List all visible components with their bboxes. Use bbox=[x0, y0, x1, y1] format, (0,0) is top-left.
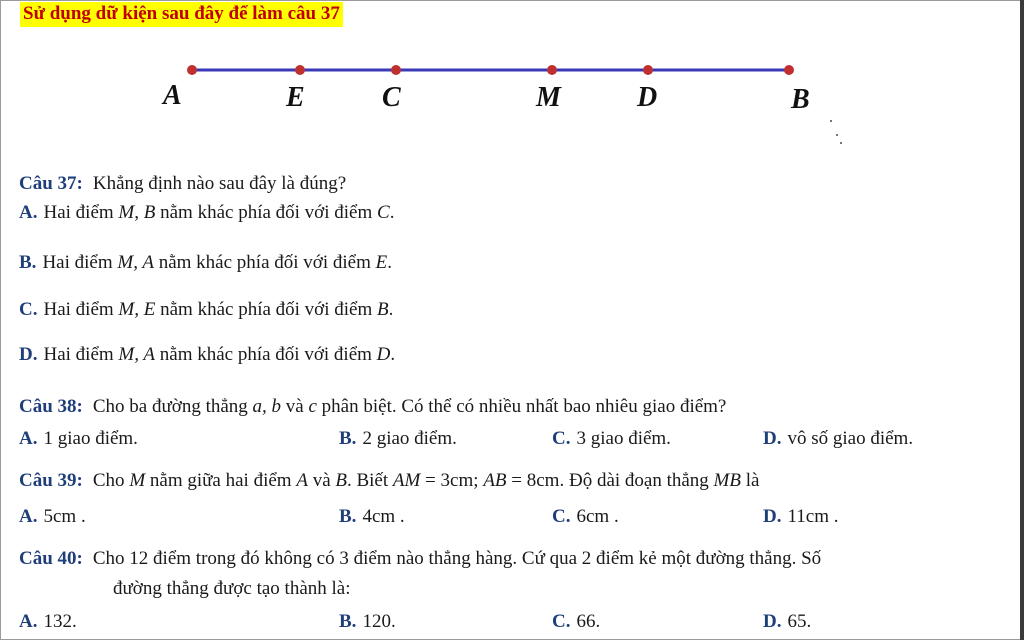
math: a, b bbox=[252, 396, 282, 417]
svg-text:A: A bbox=[163, 80, 182, 111]
point-b bbox=[784, 65, 810, 115]
option-label: A. bbox=[19, 202, 38, 223]
q38-option-c[interactable] bbox=[552, 428, 671, 450]
question-38 bbox=[19, 396, 726, 418]
math: M, A bbox=[117, 252, 154, 273]
math: = 8cm bbox=[511, 470, 560, 491]
option-text: . bbox=[387, 252, 392, 273]
question-text: và bbox=[285, 396, 304, 417]
option-text: . bbox=[389, 202, 395, 223]
option-label: D. bbox=[763, 428, 782, 449]
svg-text:C: C bbox=[382, 82, 401, 113]
option-text: 132. bbox=[43, 611, 77, 632]
option-text: Hai điểm bbox=[43, 344, 114, 365]
point-a bbox=[161, 65, 197, 111]
q39-option-c[interactable] bbox=[552, 506, 619, 528]
option-text: 4cm . bbox=[362, 506, 405, 527]
math: M, E bbox=[118, 299, 156, 320]
question-text: là bbox=[745, 470, 760, 491]
math: M, A bbox=[118, 344, 156, 365]
option-label: C. bbox=[552, 506, 571, 527]
math: = 3cm; bbox=[425, 470, 479, 491]
section-header: Sử dụng dữ kiện sau đây để làm câu 37 bbox=[20, 2, 343, 27]
question-text: Cho 12 điểm trong đó không có 3 điểm nào thẳng hàng. Cứ qua 2 điểm kẻ một đường thẳng. Số bbox=[92, 548, 822, 569]
math: C bbox=[377, 202, 390, 223]
point-e bbox=[285, 65, 305, 113]
q37-option-b[interactable] bbox=[19, 252, 392, 274]
question-text: phân biệt. Có thể có nhiều nhất bao nhiêu giao điểm? bbox=[321, 396, 727, 417]
option-label: B. bbox=[339, 428, 357, 449]
option-label: A. bbox=[19, 506, 38, 527]
question-text: . Độ dài đoạn thẳng bbox=[559, 470, 709, 491]
option-text: 5cm . bbox=[43, 506, 86, 527]
option-label: A. bbox=[19, 428, 38, 449]
question-text: Cho bbox=[92, 470, 125, 491]
math: A bbox=[296, 470, 308, 491]
option-text: . bbox=[388, 299, 394, 320]
option-text: nằm khác phía đối với điểm bbox=[158, 252, 371, 273]
svg-text:M: M bbox=[536, 82, 561, 113]
math: D bbox=[376, 344, 391, 365]
option-label: A. bbox=[19, 611, 38, 632]
math: E bbox=[375, 252, 388, 273]
point-c bbox=[382, 65, 401, 113]
point-d bbox=[636, 65, 657, 113]
option-label: D. bbox=[763, 611, 782, 632]
question-40-continuation: đường thẳng được tạo thành là: bbox=[113, 578, 351, 599]
option-text: 66. bbox=[576, 611, 601, 632]
math: MB bbox=[713, 470, 741, 491]
math: AB bbox=[483, 470, 507, 491]
option-text: 6cm . bbox=[576, 506, 619, 527]
option-text: Hai điểm bbox=[43, 299, 114, 320]
q38-option-a[interactable] bbox=[19, 428, 138, 450]
question-label: Câu 37: bbox=[19, 173, 83, 194]
question-label: Câu 39: bbox=[19, 470, 83, 491]
option-label: D. bbox=[19, 344, 38, 365]
math: M, B bbox=[118, 202, 156, 223]
q37-option-a[interactable] bbox=[19, 202, 394, 224]
option-text: nằm khác phía đối với điểm bbox=[159, 344, 372, 365]
svg-text:E: E bbox=[286, 82, 305, 113]
option-text: 2 giao điểm. bbox=[362, 428, 457, 449]
question-text: Khẳng định nào sau đây là đúng? bbox=[92, 173, 347, 194]
option-label: B. bbox=[339, 506, 357, 527]
option-label: B. bbox=[339, 611, 357, 632]
q39-option-b[interactable] bbox=[339, 506, 405, 528]
q40-option-c[interactable] bbox=[552, 611, 600, 633]
math: B bbox=[377, 299, 389, 320]
question-37 bbox=[19, 173, 346, 195]
question-text: và bbox=[312, 470, 331, 491]
question-text: . Biết bbox=[346, 470, 389, 491]
question-text: nằm giữa hai điểm bbox=[149, 470, 292, 491]
svg-text:D: D bbox=[637, 82, 658, 113]
option-text: 120. bbox=[362, 611, 396, 632]
math: c bbox=[308, 396, 317, 417]
q38-option-b[interactable] bbox=[339, 428, 457, 450]
option-text: Hai điểm bbox=[42, 252, 113, 273]
q40-option-d[interactable] bbox=[763, 611, 811, 633]
option-label: C. bbox=[552, 428, 571, 449]
option-text: Hai điểm bbox=[43, 202, 114, 223]
math: B bbox=[335, 470, 347, 491]
option-label: D. bbox=[763, 506, 782, 527]
svg-text:B: B bbox=[791, 84, 810, 115]
option-label: B. bbox=[19, 252, 37, 273]
math: M bbox=[129, 470, 146, 491]
q40-option-a[interactable] bbox=[19, 611, 77, 633]
question-label: Câu 40: bbox=[19, 548, 83, 569]
q37-option-c[interactable] bbox=[19, 299, 393, 321]
question-text: Cho ba đường thẳng bbox=[92, 396, 248, 417]
math: AM bbox=[392, 470, 421, 491]
question-40 bbox=[19, 548, 821, 570]
number-line-figure bbox=[0, 50, 1024, 120]
option-text: . bbox=[390, 344, 396, 365]
option-text: 11cm . bbox=[787, 506, 839, 527]
option-text: nằm khác phía đối với điểm bbox=[160, 202, 373, 223]
option-text: 1 giao điểm. bbox=[43, 428, 138, 449]
option-text: nằm khác phía đối với điểm bbox=[160, 299, 373, 320]
q39-option-a[interactable] bbox=[19, 506, 86, 528]
q39-option-d[interactable] bbox=[763, 506, 839, 528]
question-39 bbox=[19, 470, 759, 492]
option-label: C. bbox=[552, 611, 571, 632]
option-text: vô số giao điểm. bbox=[787, 428, 914, 449]
option-text: 65. bbox=[787, 611, 812, 632]
option-label: C. bbox=[19, 299, 38, 320]
q38-option-d[interactable] bbox=[763, 428, 913, 450]
point-m bbox=[535, 65, 562, 113]
stray-dots bbox=[830, 120, 842, 146]
q37-option-d[interactable] bbox=[19, 344, 395, 366]
q40-option-b[interactable] bbox=[339, 611, 396, 633]
question-label: Câu 38: bbox=[19, 396, 83, 417]
option-text: 3 giao điểm. bbox=[576, 428, 671, 449]
